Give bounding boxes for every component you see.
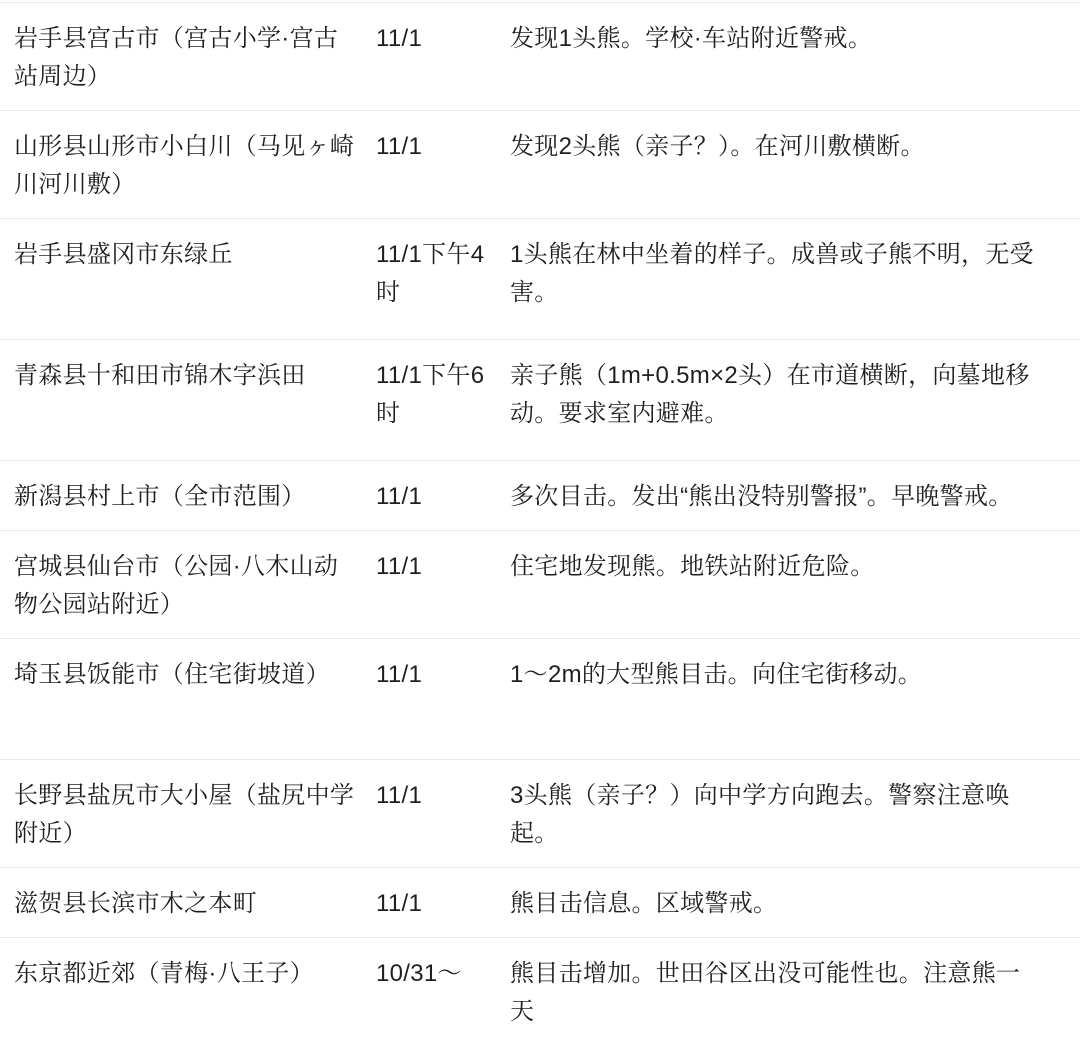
date-cell: 11/1 [376,553,423,580]
date-cell: 11/1 [376,25,423,52]
location-cell: 滋贺县长滨市木之本町 [14,890,257,917]
description-cell: 熊目击信息。区域警戒。 [510,890,778,917]
location-cell: 岩手县盛冈市东绿丘 [14,241,233,268]
location-cell: 长野县盐尻市大小屋（盐尻中学附近） [14,782,355,847]
date-cell: 11/1下午4时 [376,241,485,306]
table-row [0,110,1080,218]
location-cell: 宫城县仙台市（公园·八木山动物公园站附近） [14,553,339,618]
date-cell: 11/1 [376,133,423,160]
date-cell: 11/1 [376,483,423,510]
table-row [0,867,1080,937]
location-cell: 东京都近郊（青梅·八王子） [14,960,314,987]
table-row [0,937,1080,1045]
table-row [0,759,1080,867]
location-cell: 岩手县宫古市（宫古小学·宫古站周边） [14,25,339,90]
date-cell: 11/1 [376,661,423,688]
location-cell: 新潟县村上市（全市范围） [14,483,306,510]
table-row [0,2,1080,110]
description-cell: 发现1头熊。学校·车站附近警戒。 [510,25,873,52]
location-cell: 青森县十和田市锦木字浜田 [14,362,306,389]
table-row [0,339,1080,460]
date-cell: 11/1下午6时 [376,362,485,427]
table-row [0,638,1080,759]
description-cell: 亲子熊（1m+0.5m×2头）在市道横断，向墓地移动。要求室内避难。 [510,362,1030,427]
location-cell: 山形县山形市小白川（马见ヶ崎川河川敷） [14,133,355,198]
description-cell: 住宅地发现熊。地铁站附近危险。 [510,553,875,580]
date-cell: 11/1 [376,782,423,809]
location-cell: 埼玉县饭能市（住宅街坡道） [14,661,330,688]
table-row [0,218,1080,339]
table-row [0,530,1080,638]
description-cell: 1头熊在林中坐着的样子。成兽或子熊不明，无受害。 [510,241,1034,306]
table-row [0,460,1080,530]
description-cell: 1～2m的大型熊目击。向住宅街移动。 [510,661,923,688]
description-cell: 发现2头熊（亲子？）。在河川敷横断。 [510,133,925,160]
description-cell: 多次目击。发出“熊出没特别警报”。早晚警戒。 [510,483,1013,510]
description-cell: 熊目击增加。世田谷区出没可能性也。注意熊一天 [510,960,1021,1025]
date-cell: 11/1 [376,890,423,917]
date-cell: 10/31～ [376,960,462,987]
description-cell: 3头熊（亲子？）向中学方向跑去。警察注意唤起。 [510,782,1010,847]
